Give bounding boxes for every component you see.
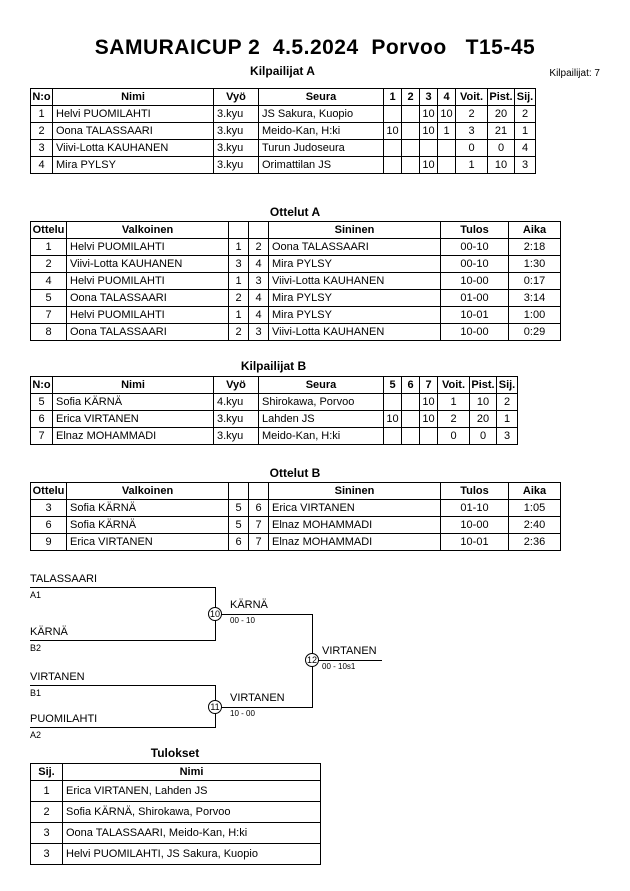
match-time: 2:18 bbox=[509, 239, 561, 256]
competitor-name: Sofia KÄRNÄ bbox=[53, 394, 214, 411]
bracket-line bbox=[30, 685, 216, 686]
competitor-belt: 3.kyu bbox=[214, 140, 259, 157]
pool-a-heading: Kilpailijat A bbox=[250, 64, 315, 78]
blue-competitor: Erica VIRTANEN bbox=[269, 500, 441, 517]
competitor-number: 1 bbox=[31, 106, 53, 123]
match-number: 3 bbox=[31, 500, 67, 517]
blue-competitor: Viivi-Lotta KAUHANEN bbox=[269, 273, 441, 290]
competitor-number: 2 bbox=[31, 123, 53, 140]
matches-a-table bbox=[30, 221, 561, 341]
blue-number: 3 bbox=[249, 324, 269, 341]
col-header-club: Seura bbox=[259, 377, 384, 394]
white-competitor: Erica VIRTANEN bbox=[67, 534, 229, 551]
bracket-line bbox=[30, 587, 216, 588]
blue-competitor: Elnaz MOHAMMADI bbox=[269, 517, 441, 534]
table-row bbox=[31, 256, 561, 273]
blue-competitor: Mira PYLSY bbox=[269, 290, 441, 307]
match-time: 1:30 bbox=[509, 256, 561, 273]
competitor-count-label: Kilpailijat: 7 bbox=[549, 68, 600, 79]
match-cell-6 bbox=[402, 394, 420, 411]
match-result: 01-00 bbox=[441, 290, 509, 307]
matches-b-header-row bbox=[31, 483, 561, 500]
competitor-name: Erica VIRTANEN bbox=[53, 411, 214, 428]
competitor-number: 4 bbox=[31, 157, 53, 174]
competitor-belt: 3.kyu bbox=[214, 106, 259, 123]
table-row bbox=[31, 517, 561, 534]
table-row bbox=[31, 140, 536, 157]
competitor-club: Shirokawa, Porvoo bbox=[259, 394, 384, 411]
blue-competitor: Mira PYLSY bbox=[269, 307, 441, 324]
match-cell-2 bbox=[402, 140, 420, 157]
wins-cell: 3 bbox=[456, 123, 488, 140]
match-cell-1 bbox=[384, 140, 402, 157]
bracket-seed: A1 bbox=[30, 590, 42, 600]
competitor-belt: 3.kyu bbox=[214, 411, 259, 428]
competitor-club: Orimattilan JS bbox=[259, 157, 384, 174]
table-row bbox=[31, 500, 561, 517]
match-cell-7 bbox=[420, 428, 438, 445]
match-number: 1 bbox=[31, 239, 67, 256]
pool-b-table bbox=[30, 376, 518, 445]
white-competitor: Helvi PUOMILAHTI bbox=[67, 239, 229, 256]
col-header-m6: 6 bbox=[402, 377, 420, 394]
wins-cell: 1 bbox=[456, 157, 488, 174]
white-number: 1 bbox=[229, 307, 249, 324]
competitor-club: Turun Judoseura bbox=[259, 140, 384, 157]
col-header-white: Valkoinen bbox=[67, 483, 229, 500]
bracket-slot-name: TALASSAARI bbox=[30, 573, 98, 585]
wins-cell: 1 bbox=[438, 394, 470, 411]
competitor-number: 5 bbox=[31, 394, 53, 411]
blue-number: 4 bbox=[249, 290, 269, 307]
place-cell: 1 bbox=[515, 123, 536, 140]
match-cell-1: 10 bbox=[384, 123, 402, 140]
bracket-seed: A2 bbox=[30, 730, 42, 740]
match-cell-7: 10 bbox=[420, 394, 438, 411]
match-cell-5 bbox=[384, 428, 402, 445]
col-header-time: Aika bbox=[509, 222, 561, 239]
match-result: 01-10 bbox=[441, 500, 509, 517]
match-time: 1:00 bbox=[509, 307, 561, 324]
competitor-number: 6 bbox=[31, 411, 53, 428]
matches-b-heading: Ottelut B bbox=[269, 466, 321, 480]
competitor-name: Oona TALASSAARI bbox=[53, 123, 214, 140]
table-row bbox=[31, 239, 561, 256]
competitor-belt: 4.kyu bbox=[214, 394, 259, 411]
bracket-line bbox=[215, 707, 312, 708]
results-table bbox=[30, 763, 321, 865]
col-header-name: Nimi bbox=[53, 377, 214, 394]
bracket-slot-name: KÄRNÄ bbox=[30, 626, 68, 638]
result-name: Sofia KÄRNÄ, Shirokawa, Porvoo bbox=[63, 802, 321, 823]
col-header-blue-no bbox=[249, 483, 269, 500]
bracket-score: 00 - 10 bbox=[230, 616, 255, 625]
col-header-place: Sij. bbox=[497, 377, 518, 394]
match-number: 4 bbox=[31, 273, 67, 290]
col-header-match: Ottelu bbox=[31, 222, 67, 239]
pool-b-header-row bbox=[31, 377, 518, 394]
blue-competitor: Viivi-Lotta KAUHANEN bbox=[269, 324, 441, 341]
result-name: Erica VIRTANEN, Lahden JS bbox=[63, 781, 321, 802]
bracket-slot-name: VIRTANEN bbox=[30, 671, 85, 683]
match-result: 10-01 bbox=[441, 534, 509, 551]
col-header-m3: 3 bbox=[420, 89, 438, 106]
wins-cell: 0 bbox=[456, 140, 488, 157]
match-time: 0:17 bbox=[509, 273, 561, 290]
competitor-name: Mira PYLSY bbox=[53, 157, 214, 174]
match-cell-2 bbox=[402, 157, 420, 174]
pool-b-body bbox=[31, 394, 518, 445]
competitor-club: Meido-Kan, H:ki bbox=[259, 428, 384, 445]
place-cell: 3 bbox=[515, 157, 536, 174]
match-cell-5: 10 bbox=[384, 411, 402, 428]
match-number: 6 bbox=[31, 517, 67, 534]
col-header-blue-no bbox=[249, 222, 269, 239]
match-cell-3: 10 bbox=[420, 106, 438, 123]
match-cell-3: 10 bbox=[420, 157, 438, 174]
match-number-circle: 11 bbox=[208, 700, 222, 714]
blue-competitor: Oona TALASSAARI bbox=[269, 239, 441, 256]
competitor-club: Meido-Kan, H:ki bbox=[259, 123, 384, 140]
col-header-m1: 1 bbox=[384, 89, 402, 106]
competitor-name: Helvi PUOMILAHTI bbox=[53, 106, 214, 123]
match-number: 9 bbox=[31, 534, 67, 551]
white-number: 5 bbox=[229, 500, 249, 517]
white-number: 1 bbox=[229, 239, 249, 256]
final-bracket bbox=[0, 568, 630, 753]
bracket-slot-name: PUOMILAHTI bbox=[30, 713, 98, 725]
competitor-name: Elnaz MOHAMMADI bbox=[53, 428, 214, 445]
match-number: 5 bbox=[31, 290, 67, 307]
pool-a-header-row bbox=[31, 89, 536, 106]
col-header-points: Pist. bbox=[470, 377, 497, 394]
competitor-belt: 3.kyu bbox=[214, 428, 259, 445]
result-place: 1 bbox=[31, 781, 63, 802]
table-row bbox=[31, 394, 518, 411]
col-header-no: N:o bbox=[31, 89, 53, 106]
white-competitor: Oona TALASSAARI bbox=[67, 324, 229, 341]
col-header-blue: Sininen bbox=[269, 222, 441, 239]
blue-number: 7 bbox=[249, 534, 269, 551]
pool-a-table bbox=[30, 88, 536, 174]
table-row bbox=[31, 534, 561, 551]
points-cell: 0 bbox=[488, 140, 515, 157]
match-cell-6 bbox=[402, 411, 420, 428]
points-cell: 21 bbox=[488, 123, 515, 140]
bracket-winner-name: VIRTANEN bbox=[322, 645, 377, 657]
match-time: 3:14 bbox=[509, 290, 561, 307]
matches-a-header-row bbox=[31, 222, 561, 239]
col-header-m5: 5 bbox=[384, 377, 402, 394]
wins-cell: 2 bbox=[456, 106, 488, 123]
competitor-club: Lahden JS bbox=[259, 411, 384, 428]
points-cell: 10 bbox=[470, 394, 497, 411]
table-row bbox=[31, 823, 321, 844]
competitor-number: 3 bbox=[31, 140, 53, 157]
match-result: 10-00 bbox=[441, 273, 509, 290]
result-place: 3 bbox=[31, 823, 63, 844]
matches-b-body bbox=[31, 500, 561, 551]
points-cell: 0 bbox=[470, 428, 497, 445]
match-result: 00-10 bbox=[441, 256, 509, 273]
white-competitor: Oona TALASSAARI bbox=[67, 290, 229, 307]
match-number-circle: 10 bbox=[209, 609, 220, 619]
match-number-circle: 12 bbox=[306, 655, 317, 665]
place-cell: 2 bbox=[515, 106, 536, 123]
bracket-line bbox=[312, 660, 382, 661]
competitor-club: JS Sakura, Kuopio bbox=[259, 106, 384, 123]
place-cell: 3 bbox=[497, 428, 518, 445]
col-header-name: Nimi bbox=[63, 764, 321, 781]
white-competitor: Helvi PUOMILAHTI bbox=[67, 307, 229, 324]
match-number: 2 bbox=[31, 256, 67, 273]
bracket-line bbox=[30, 640, 216, 641]
white-number: 3 bbox=[229, 256, 249, 273]
match-number: 8 bbox=[31, 324, 67, 341]
matches-a-body bbox=[31, 239, 561, 341]
blue-competitor: Elnaz MOHAMMADI bbox=[269, 534, 441, 551]
match-time: 0:29 bbox=[509, 324, 561, 341]
competitor-name: Viivi-Lotta KAUHANEN bbox=[53, 140, 214, 157]
points-cell: 20 bbox=[470, 411, 497, 428]
col-header-m2: 2 bbox=[402, 89, 420, 106]
blue-number: 2 bbox=[249, 239, 269, 256]
col-header-match: Ottelu bbox=[31, 483, 67, 500]
place-cell: 4 bbox=[515, 140, 536, 157]
result-place: 2 bbox=[31, 802, 63, 823]
wins-cell: 2 bbox=[438, 411, 470, 428]
wins-cell: 0 bbox=[438, 428, 470, 445]
competitor-belt: 3.kyu bbox=[214, 157, 259, 174]
match-time: 2:36 bbox=[509, 534, 561, 551]
place-cell: 2 bbox=[497, 394, 518, 411]
match-cell-2 bbox=[402, 106, 420, 123]
col-header-m4: 4 bbox=[438, 89, 456, 106]
col-header-belt: Vyö bbox=[214, 377, 259, 394]
white-competitor: Viivi-Lotta KAUHANEN bbox=[67, 256, 229, 273]
competitor-number: 7 bbox=[31, 428, 53, 445]
competitor-belt: 3.kyu bbox=[214, 123, 259, 140]
matches-b-table bbox=[30, 482, 561, 551]
col-header-result: Tulos bbox=[441, 222, 509, 239]
white-competitor: Helvi PUOMILAHTI bbox=[67, 273, 229, 290]
match-result: 00-10 bbox=[441, 239, 509, 256]
col-header-time: Aika bbox=[509, 483, 561, 500]
match-cell-3: 10 bbox=[420, 123, 438, 140]
match-cell-4: 1 bbox=[438, 123, 456, 140]
col-header-place: Sij. bbox=[31, 764, 63, 781]
match-result: 10-01 bbox=[441, 307, 509, 324]
match-cell-4 bbox=[438, 157, 456, 174]
col-header-place: Sij. bbox=[515, 89, 536, 106]
table-row bbox=[31, 844, 321, 865]
points-cell: 10 bbox=[488, 157, 515, 174]
col-header-club: Seura bbox=[259, 89, 384, 106]
blue-number: 3 bbox=[249, 273, 269, 290]
blue-number: 6 bbox=[249, 500, 269, 517]
blue-number: 7 bbox=[249, 517, 269, 534]
match-cell-4 bbox=[438, 140, 456, 157]
col-header-blue: Sininen bbox=[269, 483, 441, 500]
table-row bbox=[31, 106, 536, 123]
table-row bbox=[31, 290, 561, 307]
match-cell-2 bbox=[402, 123, 420, 140]
white-competitor: Sofia KÄRNÄ bbox=[67, 517, 229, 534]
results-header-row bbox=[31, 764, 321, 781]
col-header-m7: 7 bbox=[420, 377, 438, 394]
match-cell-4: 10 bbox=[438, 106, 456, 123]
col-header-wins: Voit. bbox=[456, 89, 488, 106]
pool-a-body bbox=[31, 106, 536, 174]
place-cell: 1 bbox=[497, 411, 518, 428]
blue-competitor: Mira PYLSY bbox=[269, 256, 441, 273]
pool-b-heading: Kilpailijat B bbox=[240, 359, 307, 373]
match-cell-6 bbox=[402, 428, 420, 445]
bracket-seed: B1 bbox=[30, 688, 42, 698]
col-header-belt: Vyö bbox=[214, 89, 259, 106]
match-time: 1:05 bbox=[509, 500, 561, 517]
table-row bbox=[31, 123, 536, 140]
match-cell-5 bbox=[384, 394, 402, 411]
blue-number: 4 bbox=[249, 256, 269, 273]
white-competitor: Sofia KÄRNÄ bbox=[67, 500, 229, 517]
results-body bbox=[31, 781, 321, 865]
table-row bbox=[31, 324, 561, 341]
match-result: 10-00 bbox=[441, 517, 509, 534]
match-number: 7 bbox=[31, 307, 67, 324]
white-number: 5 bbox=[229, 517, 249, 534]
col-header-no: N:o bbox=[31, 377, 53, 394]
blue-number: 4 bbox=[249, 307, 269, 324]
matches-a-heading: Ottelut A bbox=[269, 205, 321, 219]
white-number: 6 bbox=[229, 534, 249, 551]
bracket-seed: B2 bbox=[30, 643, 42, 653]
table-row bbox=[31, 307, 561, 324]
white-number: 1 bbox=[229, 273, 249, 290]
results-heading: Tulokset bbox=[150, 746, 200, 760]
result-name: Helvi PUOMILAHTI, JS Sakura, Kuopio bbox=[63, 844, 321, 865]
match-cell-7: 10 bbox=[420, 411, 438, 428]
col-header-white-no bbox=[229, 222, 249, 239]
white-number: 2 bbox=[229, 290, 249, 307]
match-cell-3 bbox=[420, 140, 438, 157]
match-result: 10-00 bbox=[441, 324, 509, 341]
bracket-line bbox=[215, 614, 312, 615]
table-row bbox=[31, 802, 321, 823]
col-header-white-no bbox=[229, 483, 249, 500]
col-header-white: Valkoinen bbox=[67, 222, 229, 239]
table-row bbox=[31, 273, 561, 290]
match-time: 2:40 bbox=[509, 517, 561, 534]
bracket-winner-name: KÄRNÄ bbox=[230, 599, 268, 611]
bracket-score: 00 - 10s1 bbox=[322, 662, 356, 671]
page-title: SAMURAICUP 2 4.5.2024 Porvoo T15-45 bbox=[94, 36, 536, 59]
col-header-result: Tulos bbox=[441, 483, 509, 500]
bracket-line bbox=[30, 727, 216, 728]
result-name: Oona TALASSAARI, Meido-Kan, H:ki bbox=[63, 823, 321, 844]
points-cell: 20 bbox=[488, 106, 515, 123]
match-cell-1 bbox=[384, 157, 402, 174]
table-row bbox=[31, 157, 536, 174]
col-header-points: Pist. bbox=[488, 89, 515, 106]
bracket-score: 10 - 00 bbox=[230, 709, 255, 718]
bracket-winner-name: VIRTANEN bbox=[230, 692, 285, 704]
col-header-wins: Voit. bbox=[438, 377, 470, 394]
white-number: 2 bbox=[229, 324, 249, 341]
table-row bbox=[31, 781, 321, 802]
table-row bbox=[31, 428, 518, 445]
table-row bbox=[31, 411, 518, 428]
col-header-name: Nimi bbox=[53, 89, 214, 106]
result-place: 3 bbox=[31, 844, 63, 865]
match-cell-1 bbox=[384, 106, 402, 123]
